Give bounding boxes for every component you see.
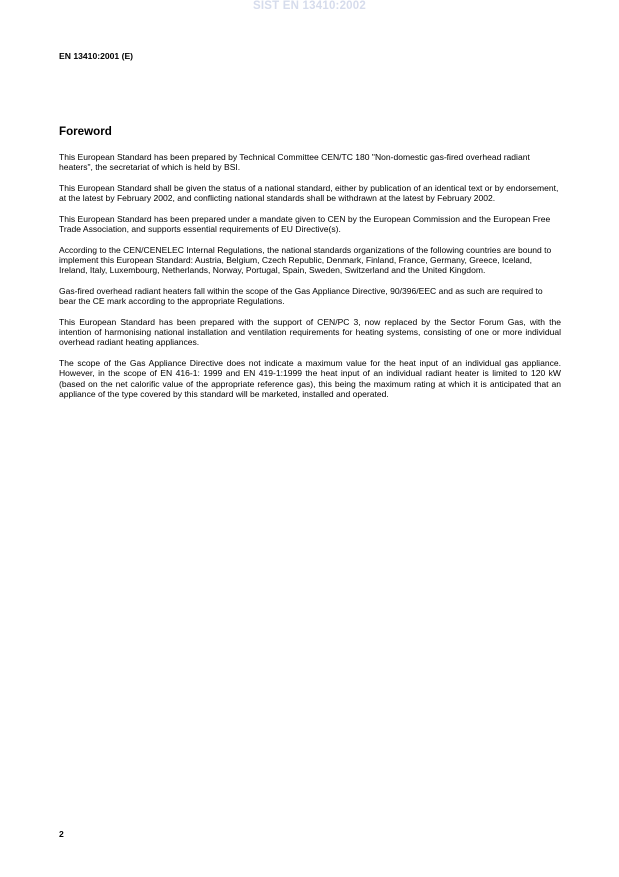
paragraph: This European Standard shall be given the status of a national standard, either by publication of an identical text or by endorsement, at the latest by February 2002, and conflicting national standards shall be withdrawn at the latest by February 2002. xyxy=(59,182,559,204)
foreword-body xyxy=(59,152,561,410)
paragraph: According to the CEN/CENELEC Internal Regulations, the national standards organizations of the following countries are bound to implement this European Standard: Austria, Belgium, Czech Republic, Denmark, Finland, France, Germany, Greece, Iceland, Ireland, Italy, Luxembourg, Netherlands, Norway, Portugal, Spain, Sweden, Switzerland and the United Kingdom. xyxy=(59,244,552,276)
page-number: 2 xyxy=(59,829,64,839)
paragraph: This European Standard has been prepared under a mandate given to CEN by the European Commission and the European Free Trade Association, and supports essential requirements of EU Directive(s). xyxy=(59,213,551,235)
paragraph: This European Standard has been prepared by Technical Committee CEN/TC 180 "Non-domestic gas-fired overhead radiant heaters", the secretariat of which is held by BSI. xyxy=(59,152,530,173)
watermark: SIST EN 13410:2002 xyxy=(253,0,366,12)
document-id: EN 13410:2001 (E) xyxy=(59,51,134,61)
paragraph: The scope of the Gas Appliance Directive does not indicate a maximum value for the heat input of an individual gas appliance. However, in the scope of EN 416-1: 1999 and EN 419-1:1999 the heat input of an individual radiant heater is limited to 120 kW (based on the net calorific value of the appropriate reference gas), this being the maximum rating at which it is anticipated that an appliance of the type covered by this standard will be marketed, installed and operated. xyxy=(59,357,561,399)
paragraph: Gas-fired overhead radiant heaters fall within the scope of the Gas Appliance Directive, 90/396/EEC and as such are required to bear the CE mark according to the appropriate Regulations. xyxy=(59,285,543,307)
paragraph: This European Standard has been prepared with the support of CEN/PC 3, now replaced by the Sector Forum Gas, with the intention of harmonising national installation and ventilation requirements for heating systems, consisting of one or more individual overhead radiant heating appliances. xyxy=(59,316,561,348)
foreword-heading: Foreword xyxy=(59,125,112,138)
